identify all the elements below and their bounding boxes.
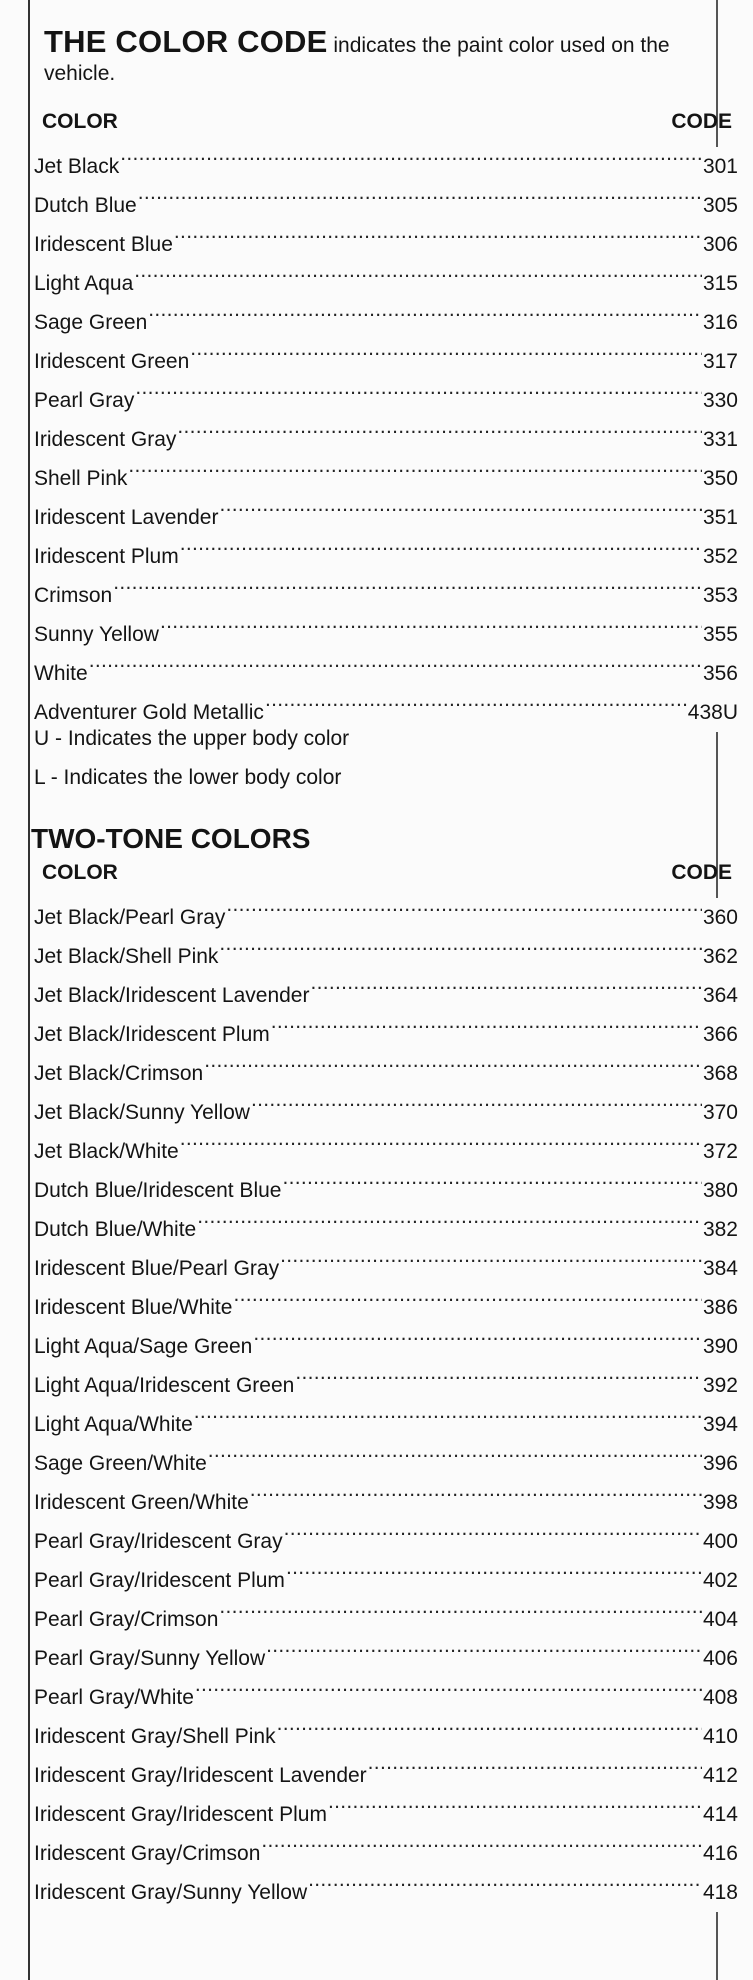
dot-leader xyxy=(113,563,702,602)
color-code: 386 xyxy=(703,1288,738,1327)
dot-leader xyxy=(208,1431,702,1470)
dot-leader xyxy=(250,1470,702,1509)
color-name: Iridescent Blue/Pearl Gray xyxy=(34,1257,280,1280)
color-code: 370 xyxy=(703,1093,738,1132)
color-code: 380 xyxy=(703,1171,738,1210)
table-row xyxy=(34,407,738,451)
dot-leader xyxy=(180,1119,702,1158)
color-name: Iridescent Plum xyxy=(34,545,179,568)
dot-leader xyxy=(195,1665,702,1704)
dot-leader xyxy=(174,212,702,251)
table-row xyxy=(34,173,738,217)
color-code: 330 xyxy=(703,381,738,420)
dot-leader xyxy=(328,1782,702,1821)
color-code: 408 xyxy=(703,1678,738,1717)
color-name: Jet Black/Pearl Gray xyxy=(34,906,226,929)
color-name: Iridescent Blue xyxy=(34,233,173,256)
table-row xyxy=(34,563,738,607)
table-row xyxy=(34,485,738,529)
color-code: 398 xyxy=(703,1483,738,1522)
color-name: Light Aqua/Sage Green xyxy=(34,1335,253,1358)
color-name: Pearl Gray/Iridescent Plum xyxy=(34,1569,285,1592)
dot-leader xyxy=(204,1041,702,1080)
color-code: 406 xyxy=(703,1639,738,1678)
dot-leader xyxy=(138,173,702,212)
color-code: 317 xyxy=(703,342,738,381)
color-code: 400 xyxy=(703,1522,738,1561)
dot-leader xyxy=(135,368,702,407)
color-code: 360 xyxy=(703,898,738,937)
color-name: Jet Black/Sunny Yellow xyxy=(34,1101,250,1124)
dot-leader xyxy=(265,680,687,719)
upper-body-note: U - Indicates the upper body color xyxy=(34,727,350,750)
dot-leader xyxy=(308,1860,702,1899)
left-margin-rule xyxy=(28,0,30,1980)
color-name: Jet Black/Crimson xyxy=(34,1062,204,1085)
color-name: Jet Black/Iridescent Plum xyxy=(34,1023,270,1046)
colors-list xyxy=(34,134,738,724)
dot-leader xyxy=(219,924,702,963)
color-code: 384 xyxy=(703,1249,738,1288)
intro-text: indicates the paint color used on the vehicle. xyxy=(44,34,670,85)
table-row xyxy=(34,251,738,295)
dot-leader xyxy=(271,1002,702,1041)
two-tone-code-column-header: CODE xyxy=(671,861,732,884)
color-name: White xyxy=(34,662,88,685)
color-name: Light Aqua/Iridescent Green xyxy=(34,1374,295,1397)
dot-leader xyxy=(266,1626,702,1665)
color-name: Pearl Gray/Sunny Yellow xyxy=(34,1647,266,1670)
color-name: Dutch Blue xyxy=(34,194,137,217)
color-code: 392 xyxy=(703,1366,738,1405)
color-name: Crimson xyxy=(34,584,113,607)
dot-leader xyxy=(310,963,701,1002)
color-code: 414 xyxy=(703,1795,738,1834)
two-tone-list xyxy=(34,885,738,1904)
color-name: Jet Black/Shell Pink xyxy=(34,945,219,968)
color-code: 350 xyxy=(703,459,738,498)
dot-leader xyxy=(120,134,702,173)
color-code: 416 xyxy=(703,1834,738,1873)
color-name: Iridescent Gray/Iridescent Lavender xyxy=(34,1764,367,1787)
color-column-header: COLOR xyxy=(42,110,118,133)
table-row xyxy=(34,641,738,685)
color-code: 366 xyxy=(703,1015,738,1054)
color-code: 404 xyxy=(703,1600,738,1639)
color-name: Jet Black xyxy=(34,155,120,178)
color-name: Pearl Gray/Iridescent Gray xyxy=(34,1530,283,1553)
table-row xyxy=(34,134,738,178)
color-code: 396 xyxy=(703,1444,738,1483)
color-name: Iridescent Lavender xyxy=(34,506,219,529)
dot-leader xyxy=(190,329,702,368)
color-code: 352 xyxy=(703,537,738,576)
color-name: Pearl Gray xyxy=(34,389,135,412)
dot-leader xyxy=(286,1548,702,1587)
colors-table-header xyxy=(42,102,732,134)
dot-leader xyxy=(160,602,702,641)
dot-leader xyxy=(226,885,702,924)
two-tone-title: TWO-TONE COLORS xyxy=(31,823,311,854)
two-tone-color-column-header: COLOR xyxy=(42,861,118,884)
dot-leader xyxy=(282,1158,701,1197)
color-code: 362 xyxy=(703,937,738,976)
color-code: 355 xyxy=(703,615,738,654)
dot-leader xyxy=(219,1587,702,1626)
dot-leader xyxy=(261,1821,702,1860)
intro-paragraph xyxy=(44,24,734,88)
color-name: Iridescent Green/White xyxy=(34,1491,249,1514)
dot-leader xyxy=(177,407,702,446)
dot-leader xyxy=(295,1353,702,1392)
table-row xyxy=(34,885,738,929)
color-name: Iridescent Blue/White xyxy=(34,1296,233,1319)
table-row xyxy=(34,680,738,724)
table-row xyxy=(34,290,738,334)
two-tone-table-header xyxy=(42,857,732,885)
color-code: 305 xyxy=(703,186,738,225)
color-name: Iridescent Gray xyxy=(34,428,177,451)
dot-leader xyxy=(280,1236,702,1275)
code-column-header: CODE xyxy=(671,110,732,133)
dot-leader xyxy=(277,1704,702,1743)
color-name: Dutch Blue/White xyxy=(34,1218,197,1241)
table-row xyxy=(34,212,738,256)
dot-leader xyxy=(253,1314,702,1353)
color-code: 438U xyxy=(688,693,738,732)
dot-leader xyxy=(368,1743,702,1782)
color-name: Iridescent Gray/Shell Pink xyxy=(34,1725,276,1748)
dot-leader xyxy=(251,1080,702,1119)
color-code: 353 xyxy=(703,576,738,615)
color-code: 351 xyxy=(703,498,738,537)
dot-leader xyxy=(128,446,702,485)
color-code: 412 xyxy=(703,1756,738,1795)
dot-leader xyxy=(284,1509,702,1548)
dot-leader xyxy=(180,524,702,563)
dot-leader xyxy=(148,290,702,329)
color-code: 382 xyxy=(703,1210,738,1249)
color-name: Pearl Gray/White xyxy=(34,1686,194,1709)
color-code: 316 xyxy=(703,303,738,342)
color-name: Light Aqua/White xyxy=(34,1413,193,1436)
dot-leader xyxy=(89,641,702,680)
color-name: Adventurer Gold Metallic xyxy=(34,701,264,724)
color-name: Sage Green/White xyxy=(34,1452,207,1475)
color-name: Pearl Gray/Crimson xyxy=(34,1608,219,1631)
table-row xyxy=(34,602,738,646)
color-code: 356 xyxy=(703,654,738,693)
dot-leader xyxy=(197,1197,702,1236)
color-code: 301 xyxy=(703,147,738,186)
color-name: Iridescent Gray/Iridescent Plum xyxy=(34,1803,327,1826)
color-name: Sage Green xyxy=(34,311,148,334)
color-name: Iridescent Gray/Sunny Yellow xyxy=(34,1881,308,1904)
color-code: 372 xyxy=(703,1132,738,1171)
intro-heading: THE COLOR CODE xyxy=(44,24,328,59)
document-content xyxy=(31,24,738,1904)
color-code: 331 xyxy=(703,420,738,459)
color-name: Shell Pink xyxy=(34,467,128,490)
color-name: Jet Black/Iridescent Lavender xyxy=(34,984,310,1007)
color-name: Sunny Yellow xyxy=(34,623,159,646)
dot-leader xyxy=(194,1392,702,1431)
color-name: Dutch Blue/Iridescent Blue xyxy=(34,1179,282,1202)
color-name: Iridescent Green xyxy=(34,350,190,373)
color-code: 306 xyxy=(703,225,738,264)
color-code: 410 xyxy=(703,1717,738,1756)
color-code: 390 xyxy=(703,1327,738,1366)
color-name: Iridescent Gray/Crimson xyxy=(34,1842,261,1865)
color-code: 418 xyxy=(703,1873,738,1912)
color-code: 315 xyxy=(703,264,738,303)
table-row xyxy=(34,446,738,490)
table-row xyxy=(34,368,738,412)
color-code: 394 xyxy=(703,1405,738,1444)
color-name: Jet Black/White xyxy=(34,1140,179,1163)
color-code: 402 xyxy=(703,1561,738,1600)
color-code: 364 xyxy=(703,976,738,1015)
dot-leader xyxy=(219,485,702,524)
dot-leader xyxy=(134,251,702,290)
color-code: 368 xyxy=(703,1054,738,1093)
lower-body-note: L - Indicates the lower body color xyxy=(34,766,342,789)
color-name: Light Aqua xyxy=(34,272,134,295)
dot-leader xyxy=(233,1275,702,1314)
